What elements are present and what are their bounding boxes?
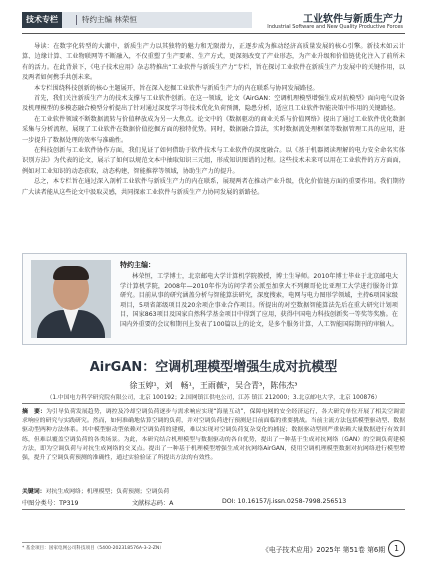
intro-paragraph: 首先，我们关注新质生产力的技术支撑与工业软件创新。在这一领域，论文《AirGAN：空调机理模型增强生成对抗模型》面向电气设备及机理模型的多模态融合模型分析提出了针对通过深度学习等技术优化负荷预测，隐患分析，适应且工业软件智能决策中作用的关键路径。 [22, 95, 405, 113]
keywords-text: 对抗生成网络；机理模型；负荷预测；空调负荷 [45, 489, 170, 495]
guest-editor-label: 特约主编 林荣恒 [82, 15, 137, 24]
editor-bio-box [22, 253, 407, 345]
author-affiliations: （1.中国电力科学研究院有限公司，北京 100192；2.国网镇江供电公司，江苏 镇江 212000；3.北京邮电大学，北京 100876） [46, 395, 381, 401]
column-banner [22, 12, 252, 28]
section-title: 工业软件与新质生产力 [303, 14, 403, 25]
doi: DOI: 10.16157/j.issn.0258-7998.256513 [222, 498, 347, 505]
section-subtitle: Industrial Software and New Quality Productive Forces [267, 24, 403, 30]
document-code: 文献标志码：A [132, 500, 174, 507]
funding-note: * 基金项目：国家电网公司科技项目（5400-202318576A-3-2-ZN） [22, 546, 164, 551]
article-authors: 徐玉婷¹，刘 畅¹，王雨薇²，吴合青³，陈伟杰³ [129, 381, 298, 390]
footnote-rule [22, 542, 162, 543]
divider [22, 403, 405, 404]
clc-number: 中图分类号：TP319 [22, 500, 79, 507]
bio-title: 特约主编： [120, 261, 155, 269]
intro-paragraph: 总之，本专栏旨在通过深入剖析工业软件与新质生产力的内在联系，展现两者在推动产业升级，优化价值链方面的重要作用。我们期待广大读者能从这些论文中汲取灵感，共同探索工业软件与新质生产力协同发展的新路径。 [22, 178, 405, 196]
editor-photo [31, 260, 111, 338]
keywords-label: 关键词： [22, 489, 46, 495]
header-rule [22, 33, 405, 34]
introduction [22, 42, 405, 198]
journal-citation: 《电子技术应用》2025年 第51卷 第6期 [262, 546, 385, 554]
intro-paragraph: 在科技创新与工业软件协作方面，我们见证了如何借助于软件技术与工业软件的深度融合。以《基于机器阅读理解的电力安全命名实体识别方法》为代表的论文，展示了如何以规范文本中抽取知识三元组，形成知识图谱的过程。这些技术未来可以用在工业软件的方方面面，例如对工业知识的动态获取，动态构建，智能推荐等领域，协助生产力的提升。 [22, 147, 405, 175]
intro-paragraph: 导读：在数字化转型的大潮中，新质生产力以其独特的魅力和无限潜力，正逐步成为推动经济高质量发展的核心引擎。新技术如云计算、边缘计算、工业物联网等不断融入，不仅重塑了生产要素、生产方式，更深刻改变了产业形态，为产业升级和价值链优化注入了前所未有的活力。在此背景下，《电子技术应用》杂志特推出“工业软件与新质生产力”专栏，旨在探讨工业软件在新质生产力发展中的关键作用，以及两者如何携手共创未来。 [22, 43, 405, 82]
divider [76, 15, 77, 25]
article-title: AirGAN：空调机理模型增强生成对抗模型 [89, 360, 338, 375]
page-number: 1 [388, 540, 405, 557]
page-header [0, 0, 427, 40]
abstract [22, 408, 405, 463]
keywords [22, 486, 405, 495]
article-meta [22, 496, 405, 508]
divider [22, 509, 405, 510]
abstract-text: 为引导负荷发展趋势，调控及冷却空调负荷逐步与需求响应实现“海量互动”，保障电网的安全经济运行，各大研究单位开展了相关空调需求响应的研究与实践研究。然而，如何准确地估算空调的负荷，并对空调负荷进行预测是目前面临的重要挑战。当前主流方法包括模型驱动型、数据驱动型两种方法体系。其中模型驱动型依赖对空调负荷的建模，难以实现对空调负荷复杂变化的捕捉；数据驱动型则严重依赖大量数据进行有效训练，但难以覆盖空调负荷的各类场景。为此，本研究结合机理模型与数据驱动的各自优势，提出了一种基于生成对抗网络（GAN）的空调负荷建模方法，即为空调负荷与对抗生成网络的交叉点。提出了一种基于机理模型增强生成对抗网络AirGAN，使用空调机理模型数据对抗网络进行模型增强，提升了空调负荷预测的准确性，通过实验验证了所提出方法的有效性。 [22, 409, 406, 462]
bio-text: 林荣恒，工学博士，北京邮电大学计算机学院教授，博士生导师。2010年博士毕业于北京邮电大学计算机学院，2008年—2010年作为访问学者公派至加拿大不列颠哥伦比亚理工大学进行服务计算研究。目前从事的研究涵盖分析与智能算法研究，深度搜索，电网与电力图形学领域，主持6项国家级项目，5项省部级项目及20余项企事业合作项目。所提出的对空数据智能算法先后在重大研究计划项目，国家863项目及国家自然科学基金项目中得到了应用，获得中国电力科技创新奖一等奖等奖励。在国内外重要的会议和期刊上发表了100篇以上的论文，是多个服务计算，人工智能国际期刊的审稿人。 [120, 273, 398, 328]
intro-paragraph: 在工业软件领域不断数据流转与价值释放成为另一大焦点。论文中的《数据驱动的商业关系与价值网络》提出了通过工业软件优化数据采集与分析流程，展现了工业软件在数据价值挖掘方面的独特优势。同时，数据融合算法，实时数据流处理框架等数据管理工具的应用，进一步提升了数据处理的效率与准确性。 [22, 115, 405, 144]
abstract-label: 摘 要： [22, 409, 46, 415]
intro-paragraph: 本专栏围绕科技创新的核心主题展开，旨在深入挖掘工业软件与新质生产力的内在联系与协同发展路径。 [34, 84, 319, 92]
column-tag: 技术专栏 [22, 12, 62, 28]
